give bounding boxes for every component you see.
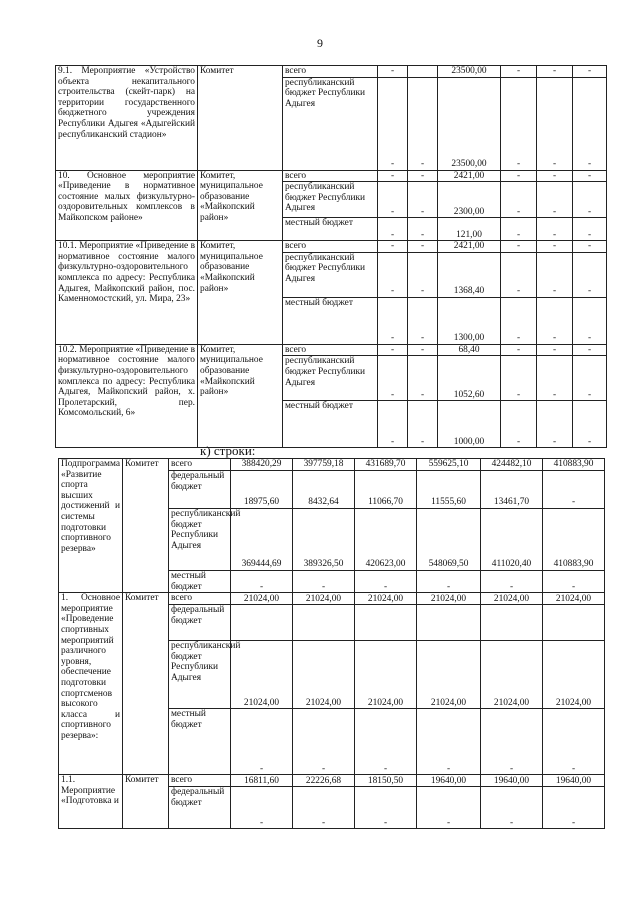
executor-cell: Комитет, муниципальное образование «Майкопский район» <box>198 241 283 345</box>
amount-cell: - <box>501 182 537 218</box>
amount-cell: - <box>408 401 438 448</box>
amount-cell: - <box>231 709 293 775</box>
event-name-cell: 10.2. Мероприятие «Приведение в нормативное состояние малого физкультурно-оздоровительного комплекса по адресу: Республика Адыгея, Майкопский район, х. Пролетарский, пер. Комсомольский, 6» <box>56 344 198 448</box>
amount-cell: 2300,00 <box>438 182 501 218</box>
amount-cell: 559625,10 <box>417 459 481 471</box>
funding-source-cell: всего <box>283 170 378 182</box>
section-heading: к) строки: <box>200 443 256 458</box>
amount-cell: - <box>501 218 537 241</box>
amount-cell: - <box>573 401 607 448</box>
amount-cell: - <box>231 787 293 829</box>
funding-source-cell: республиканский бюджет Республики Адыгея <box>283 356 378 401</box>
amount-cell: - <box>501 170 537 182</box>
amount-cell: 19640,00 <box>481 775 543 787</box>
amount-cell: - <box>481 709 543 775</box>
amount-cell: - <box>378 182 408 218</box>
amount-cell: 121,00 <box>438 218 501 241</box>
executor-cell: Комитет <box>123 593 169 775</box>
amount-cell: - <box>378 297 408 344</box>
funding-source-cell: всего <box>283 241 378 253</box>
amount-cell: 21024,00 <box>355 641 417 709</box>
amount-cell: 18975,60 <box>231 471 293 509</box>
amount-cell: - <box>543 787 605 829</box>
funding-source-cell: местный бюджет <box>283 218 378 241</box>
executor-cell: Комитет <box>123 459 169 593</box>
amount-cell: - <box>501 344 537 356</box>
funding-source-cell: федеральный бюджет <box>169 605 231 641</box>
amount-cell: - <box>501 401 537 448</box>
amount-cell: - <box>537 241 573 253</box>
amount-cell: 21024,00 <box>293 641 355 709</box>
amount-cell: - <box>501 297 537 344</box>
amount-cell: 23500,00 <box>438 66 501 78</box>
amount-cell: 2421,00 <box>438 241 501 253</box>
page-number: 9 <box>317 36 323 50</box>
amount-cell: - <box>417 571 481 593</box>
amount-cell: 389326,50 <box>293 509 355 571</box>
amount-cell: - <box>408 297 438 344</box>
amount-cell: - <box>537 182 573 218</box>
amount-cell <box>543 605 605 641</box>
amount-cell: - <box>231 571 293 593</box>
amount-cell: 21024,00 <box>417 593 481 605</box>
amount-cell: - <box>501 77 537 170</box>
amount-cell: 420623,00 <box>355 509 417 571</box>
amount-cell: - <box>378 356 408 401</box>
event-name-cell: 9.1. Мероприятие «Устройство объекта некапитального строительства (скейт-парк) на территории государственного бюджетного учреждения Республики Адыгея «Адыгейский республиканский стадион» <box>56 66 198 171</box>
amount-cell: 16811,60 <box>231 775 293 787</box>
funding-source-cell: республиканский бюджет Республики Адыгея <box>283 77 378 170</box>
amount-cell: - <box>573 356 607 401</box>
funding-source-cell: республиканский бюджет Республики Адыгея <box>169 641 231 709</box>
funding-source-cell: всего <box>169 775 231 787</box>
amount-cell: 411020,40 <box>481 509 543 571</box>
amount-cell: 21024,00 <box>231 593 293 605</box>
amount-cell: - <box>573 241 607 253</box>
amount-cell: - <box>378 401 408 448</box>
amount-cell: - <box>537 170 573 182</box>
amount-cell: - <box>573 66 607 78</box>
funding-source-cell: федеральный бюджет <box>169 471 231 509</box>
amount-cell: - <box>378 241 408 253</box>
amount-cell: 8432,64 <box>293 471 355 509</box>
amount-cell: - <box>355 709 417 775</box>
amount-cell: - <box>501 356 537 401</box>
amount-cell: - <box>378 77 408 170</box>
amount-cell: - <box>573 252 607 297</box>
amount-cell: - <box>573 297 607 344</box>
funding-source-cell: местный бюджет <box>169 709 231 775</box>
amount-cell <box>481 605 543 641</box>
amount-cell: - <box>408 252 438 297</box>
amount-cell: - <box>537 66 573 78</box>
funding-source-cell: всего <box>169 593 231 605</box>
funding-source-cell: республиканский бюджет Республики Адыгея <box>283 182 378 218</box>
amount-cell: - <box>537 297 573 344</box>
table-row <box>56 170 607 182</box>
amount-cell <box>408 66 438 78</box>
amount-cell: 21024,00 <box>543 641 605 709</box>
amount-cell: - <box>573 218 607 241</box>
amount-cell: - <box>355 787 417 829</box>
amount-cell: - <box>293 571 355 593</box>
amount-cell: - <box>501 241 537 253</box>
amount-cell: - <box>543 709 605 775</box>
amount-cell: 2421,00 <box>438 170 501 182</box>
amount-cell: - <box>378 252 408 297</box>
amount-cell: - <box>378 218 408 241</box>
funding-source-cell: местный бюджет <box>283 401 378 448</box>
event-name-cell: 1.1. Мероприятие «Подготовка и <box>59 775 123 829</box>
amount-cell: - <box>501 66 537 78</box>
amount-cell: - <box>537 344 573 356</box>
amount-cell: - <box>355 571 417 593</box>
table-row <box>59 593 605 605</box>
amount-cell: - <box>378 344 408 356</box>
amount-cell: - <box>378 66 408 78</box>
amount-cell: - <box>481 787 543 829</box>
amount-cell: - <box>543 471 605 509</box>
amount-cell: - <box>408 356 438 401</box>
funding-source-cell: всего <box>169 459 231 471</box>
amount-cell: 410883,90 <box>543 509 605 571</box>
amount-cell: - <box>501 252 537 297</box>
amount-cell: - <box>408 344 438 356</box>
amount-cell: 11555,60 <box>417 471 481 509</box>
table-row <box>56 344 607 356</box>
funding-source-cell: федеральный бюджет <box>169 787 231 829</box>
funding-source-cell: местный бюджет <box>169 571 231 593</box>
amount-cell: 1000,00 <box>438 401 501 448</box>
funding-source-cell: всего <box>283 66 378 78</box>
funding-source-cell: всего <box>283 344 378 356</box>
amount-cell: - <box>378 170 408 182</box>
amount-cell: 21024,00 <box>293 593 355 605</box>
funding-source-cell: республиканский бюджет Республики Адыгея <box>283 252 378 297</box>
amount-cell: - <box>481 571 543 593</box>
table-row <box>59 459 605 471</box>
amount-cell: 19640,00 <box>543 775 605 787</box>
amount-cell: 431689,70 <box>355 459 417 471</box>
funding-source-cell: местный бюджет <box>283 297 378 344</box>
amount-cell: - <box>293 709 355 775</box>
amount-cell <box>355 605 417 641</box>
executor-cell: Комитет, муниципальное образование «Майкопский район» <box>198 344 283 448</box>
amount-cell: 21024,00 <box>355 593 417 605</box>
amount-cell: - <box>537 77 573 170</box>
executor-cell: Комитет <box>198 66 283 171</box>
amount-cell: 22226,68 <box>293 775 355 787</box>
table-row <box>59 775 605 787</box>
amount-cell: - <box>573 77 607 170</box>
amount-cell: - <box>408 77 438 170</box>
amount-cell: - <box>417 709 481 775</box>
executor-cell: Комитет <box>123 775 169 829</box>
amount-cell: - <box>573 182 607 218</box>
amount-cell <box>231 605 293 641</box>
funding-source-cell: республиканский бюджет Республики Адыгея <box>169 509 231 571</box>
amount-cell: 19640,00 <box>417 775 481 787</box>
amount-cell: - <box>537 401 573 448</box>
amount-cell: - <box>408 182 438 218</box>
amount-cell: 388420,29 <box>231 459 293 471</box>
amount-cell: - <box>537 218 573 241</box>
table-row <box>56 241 607 253</box>
executor-cell: Комитет, муниципальное образование «Майкопский район» <box>198 170 283 241</box>
amount-cell: 21024,00 <box>417 641 481 709</box>
amount-cell: - <box>537 356 573 401</box>
amount-cell: 21024,00 <box>481 593 543 605</box>
amount-cell: - <box>417 787 481 829</box>
amount-cell <box>293 605 355 641</box>
amount-cell: 11066,70 <box>355 471 417 509</box>
amount-cell: 1368,40 <box>438 252 501 297</box>
amount-cell: 424482,10 <box>481 459 543 471</box>
event-name-cell: Подпрограмма «Развитие спорта высших достижений и системы подготовки спортивного резерва» <box>59 459 123 593</box>
amount-cell: 410883,90 <box>543 459 605 471</box>
funding-table-subprogram <box>58 458 605 829</box>
amount-cell: 13461,70 <box>481 471 543 509</box>
event-name-cell: 10. Основное мероприятие «Приведение в нормативное состояние малых физкультурно-оздоровительных комплексов в Майкопском районе» <box>56 170 198 241</box>
amount-cell: - <box>573 344 607 356</box>
amount-cell: - <box>543 571 605 593</box>
amount-cell: 21024,00 <box>231 641 293 709</box>
amount-cell: - <box>293 787 355 829</box>
event-name-cell: 10.1. Мероприятие «Приведение в нормативное состояние малого физкультурно-оздоровительного комплекса по адресу: Республика Адыгея, Майкопский район, пос. Каменномостский, ул. Мира, 23» <box>56 241 198 345</box>
amount-cell: 23500,00 <box>438 77 501 170</box>
amount-cell: 18150,50 <box>355 775 417 787</box>
amount-cell: - <box>537 252 573 297</box>
amount-cell: 68,40 <box>438 344 501 356</box>
amount-cell: - <box>408 170 438 182</box>
amount-cell: 1300,00 <box>438 297 501 344</box>
amount-cell: 21024,00 <box>543 593 605 605</box>
amount-cell: - <box>408 218 438 241</box>
table-row <box>56 66 607 78</box>
amount-cell: 369444,69 <box>231 509 293 571</box>
amount-cell: - <box>573 170 607 182</box>
amount-cell: 21024,00 <box>481 641 543 709</box>
amount-cell: 1052,60 <box>438 356 501 401</box>
amount-cell: 548069,50 <box>417 509 481 571</box>
amount-cell <box>417 605 481 641</box>
event-name-cell: 1. Основное мероприятие «Проведение спортивных мероприятий различного уровня, обеспечение подготовки спортсменов высокого класса и спортивного резерва»: <box>59 593 123 775</box>
amount-cell: - <box>408 241 438 253</box>
amount-cell: 397759,18 <box>293 459 355 471</box>
funding-table-continued <box>55 65 607 448</box>
